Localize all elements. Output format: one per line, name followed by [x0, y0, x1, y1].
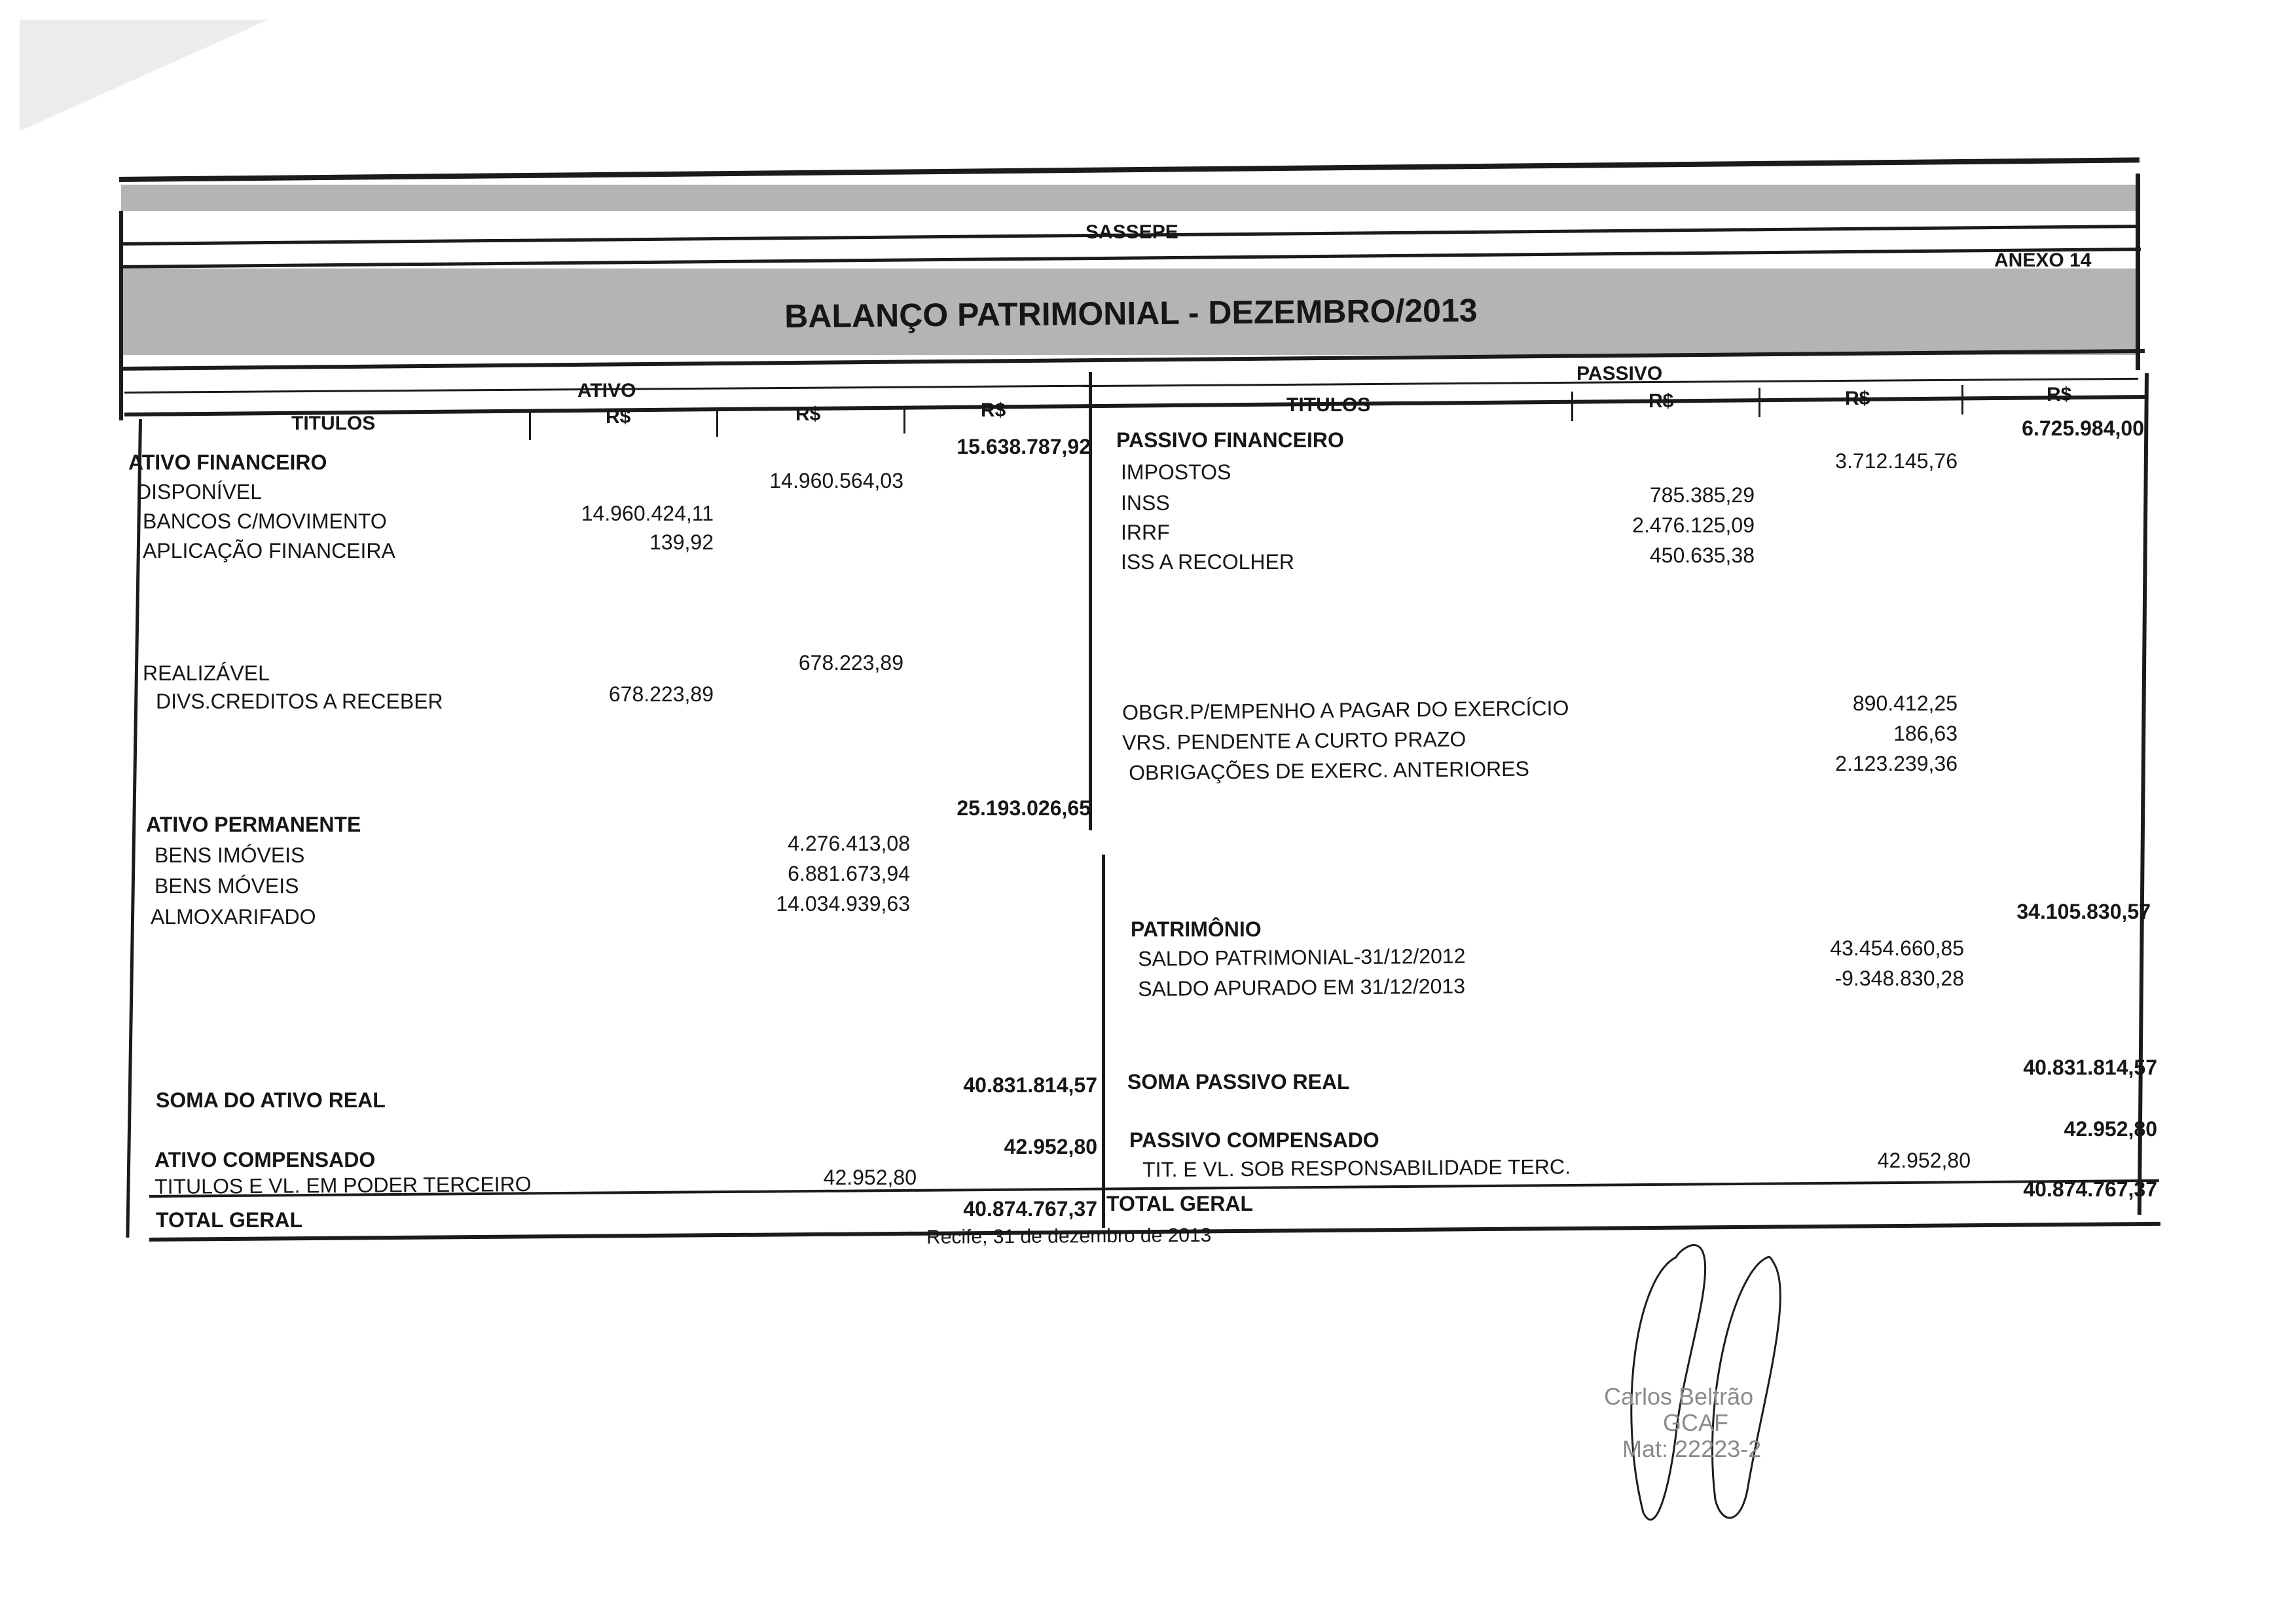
passivo-section-heading: PASSIVO — [1576, 363, 1663, 384]
ativo-titulos-header: TITULOS — [291, 413, 376, 434]
center-divider-lower — [1102, 855, 1105, 1228]
saldo-2012-value: 43.454.660,85 — [1830, 936, 1964, 960]
realizavel-value: 678.223,89 — [798, 651, 903, 674]
frame-right-line-lower — [2138, 373, 2149, 1215]
bancos-value: 14.960.424,11 — [581, 502, 714, 525]
passivo-col-divider-1 — [1571, 392, 1573, 421]
pendente-value: 186,63 — [1893, 722, 1958, 745]
frame-right-line — [2136, 174, 2140, 370]
soma-passivo-real-label: SOMA PASSIVO REAL — [1127, 1070, 1350, 1094]
ativo-col-divider-2 — [716, 409, 718, 437]
passivo-compensado-item-label: TIT. E VL. SOB RESPONSABILIDADE TERC. — [1142, 1154, 1571, 1181]
ativo-currency-header-3: R$ — [981, 399, 1006, 421]
passivo-currency-header-2: R$ — [1845, 388, 1870, 409]
creditos-label: DIVS.CREDITOS A RECEBER — [156, 690, 443, 713]
ativo-permanente-total: 25.193.026,65 — [957, 796, 1091, 820]
scan-corner-artifact — [20, 20, 282, 138]
ativo-compensado-item-label: TITULOS E VL. EM PODER TERCEIRO — [154, 1172, 532, 1198]
patrimonio-total: 34.105.830,57 — [2016, 900, 2151, 923]
org-name: SASSEPE — [1085, 221, 1178, 243]
bens-imoveis-value: 4.276.413,08 — [788, 832, 910, 855]
patrimonio-label: PATRIMÔNIO — [1131, 917, 1262, 941]
almoxarifado-label: ALMOXARIFADO — [151, 905, 316, 929]
disponivel-value: 14.960.564,03 — [769, 469, 903, 492]
ativo-compensado-label: ATIVO COMPENSADO — [155, 1148, 376, 1172]
pendente-label: VRS. PENDENTE A CURTO PRAZO — [1121, 727, 1467, 754]
passivo-total-geral-label: TOTAL GERAL — [1106, 1192, 1253, 1215]
iss-label: ISS A RECOLHER — [1121, 550, 1294, 574]
inss-value: 785.385,29 — [1649, 483, 1755, 507]
frame-left-line — [119, 211, 123, 420]
passivo-financeiro-label: PASSIVO FINANCEIRO — [1116, 428, 1344, 452]
saldo-2013-value: -9.348.830,28 — [1834, 967, 1964, 990]
soma-ativo-real-value: 40.831.814,57 — [963, 1073, 1097, 1097]
ativo-currency-header-2: R$ — [795, 403, 821, 425]
impostos-label: IMPOSTOS — [1121, 460, 1231, 484]
inss-label: INSS — [1121, 491, 1170, 515]
passivo-financeiro-total: 6.725.984,00 — [2022, 416, 2144, 440]
aplicacao-label: APLICAÇÃO FINANCEIRA — [143, 539, 395, 563]
place-date: Recife, 31 de dezembro de 2013 — [926, 1224, 1212, 1248]
saldo-2013-label: SALDO APURADO EM 31/12/2013 — [1137, 974, 1466, 1001]
ativo-total-geral-label: TOTAL GERAL — [156, 1208, 302, 1232]
bens-moveis-value: 6.881.673,94 — [788, 862, 910, 885]
ativo-permanente-label: ATIVO PERMANENTE — [146, 813, 361, 836]
stamp-line-dept: GCAF — [1663, 1409, 1729, 1436]
anteriores-value: 2.123.239,36 — [1835, 752, 1958, 775]
realizavel-label: REALIZÁVEL — [143, 661, 270, 685]
aplicacao-value: 139,92 — [649, 530, 714, 554]
column-header-bottom-line — [124, 395, 2147, 416]
ativo-total-geral-value: 40.874.767,37 — [963, 1197, 1097, 1221]
ativo-section-heading: ATIVO — [577, 380, 636, 401]
almoxarifado-value: 14.034.939,63 — [776, 892, 910, 915]
impostos-value: 3.712.145,76 — [1835, 449, 1958, 473]
ativo-col-divider-3 — [903, 406, 905, 434]
frame-left-line-lower — [126, 419, 142, 1238]
page-title: BALANÇO PATRIMONIAL - DEZEMBRO/2013 — [784, 291, 1478, 335]
empenho-value: 890.412,25 — [1852, 692, 1958, 715]
saldo-2012-label: SALDO PATRIMONIAL-31/12/2012 — [1137, 944, 1466, 970]
passivo-titulos-header: TITULOS — [1286, 394, 1371, 416]
ativo-compensado-total: 42.952,80 — [1004, 1135, 1097, 1158]
bens-imoveis-label: BENS IMÓVEIS — [155, 843, 305, 867]
soma-ativo-real-label: SOMA DO ATIVO REAL — [156, 1088, 386, 1112]
ativo-currency-header-1: R$ — [606, 406, 631, 428]
disponivel-label: DISPONÍVEL — [136, 480, 263, 504]
annex-label: ANEXO 14 — [1994, 249, 2092, 271]
header-divider-2 — [120, 248, 2141, 271]
irrf-label: IRRF — [1121, 521, 1170, 544]
ativo-compensado-item-value: 42.952,80 — [823, 1166, 917, 1189]
passivo-currency-header-3: R$ — [2047, 384, 2072, 405]
passivo-total-geral-value: 40.874.767,37 — [2023, 1177, 2157, 1201]
passivo-col-divider-3 — [1961, 385, 1963, 415]
iss-value: 450.635,38 — [1649, 544, 1755, 567]
ativo-financeiro-total: 15.638.787,92 — [957, 435, 1091, 458]
anteriores-label: OBRIGAÇÕES DE EXERC. ANTERIORES — [1128, 756, 1530, 784]
passivo-col-divider-2 — [1758, 388, 1760, 417]
ativo-col-divider-1 — [529, 413, 531, 440]
irrf-value: 2.476.125,09 — [1632, 513, 1755, 537]
empenho-label: OBGR.P/EMPENHO A PAGAR DO EXERCÍCIO — [1121, 695, 1569, 724]
passivo-compensado-total: 42.952,80 — [2064, 1117, 2157, 1141]
passivo-compensado-item-value: 42.952,80 — [1877, 1149, 1971, 1172]
ativo-financeiro-label: ATIVO FINANCEIRO — [128, 451, 327, 474]
passivo-currency-header-1: R$ — [1649, 390, 1674, 412]
stamp-line-mat: Mat: 22223-2 — [1622, 1435, 1762, 1462]
bancos-label: BANCOS C/MOVIMENTO — [143, 509, 387, 533]
frame-top-line — [119, 157, 2140, 182]
header-gray-band-top — [121, 185, 2138, 211]
creditos-value: 678.223,89 — [608, 682, 714, 706]
soma-passivo-real-value: 40.831.814,57 — [2023, 1056, 2157, 1079]
bens-moveis-label: BENS MÓVEIS — [155, 874, 299, 898]
stamp-line-name: Carlos Beltrão — [1604, 1383, 1754, 1410]
passivo-compensado-label: PASSIVO COMPENSADO — [1129, 1128, 1379, 1152]
